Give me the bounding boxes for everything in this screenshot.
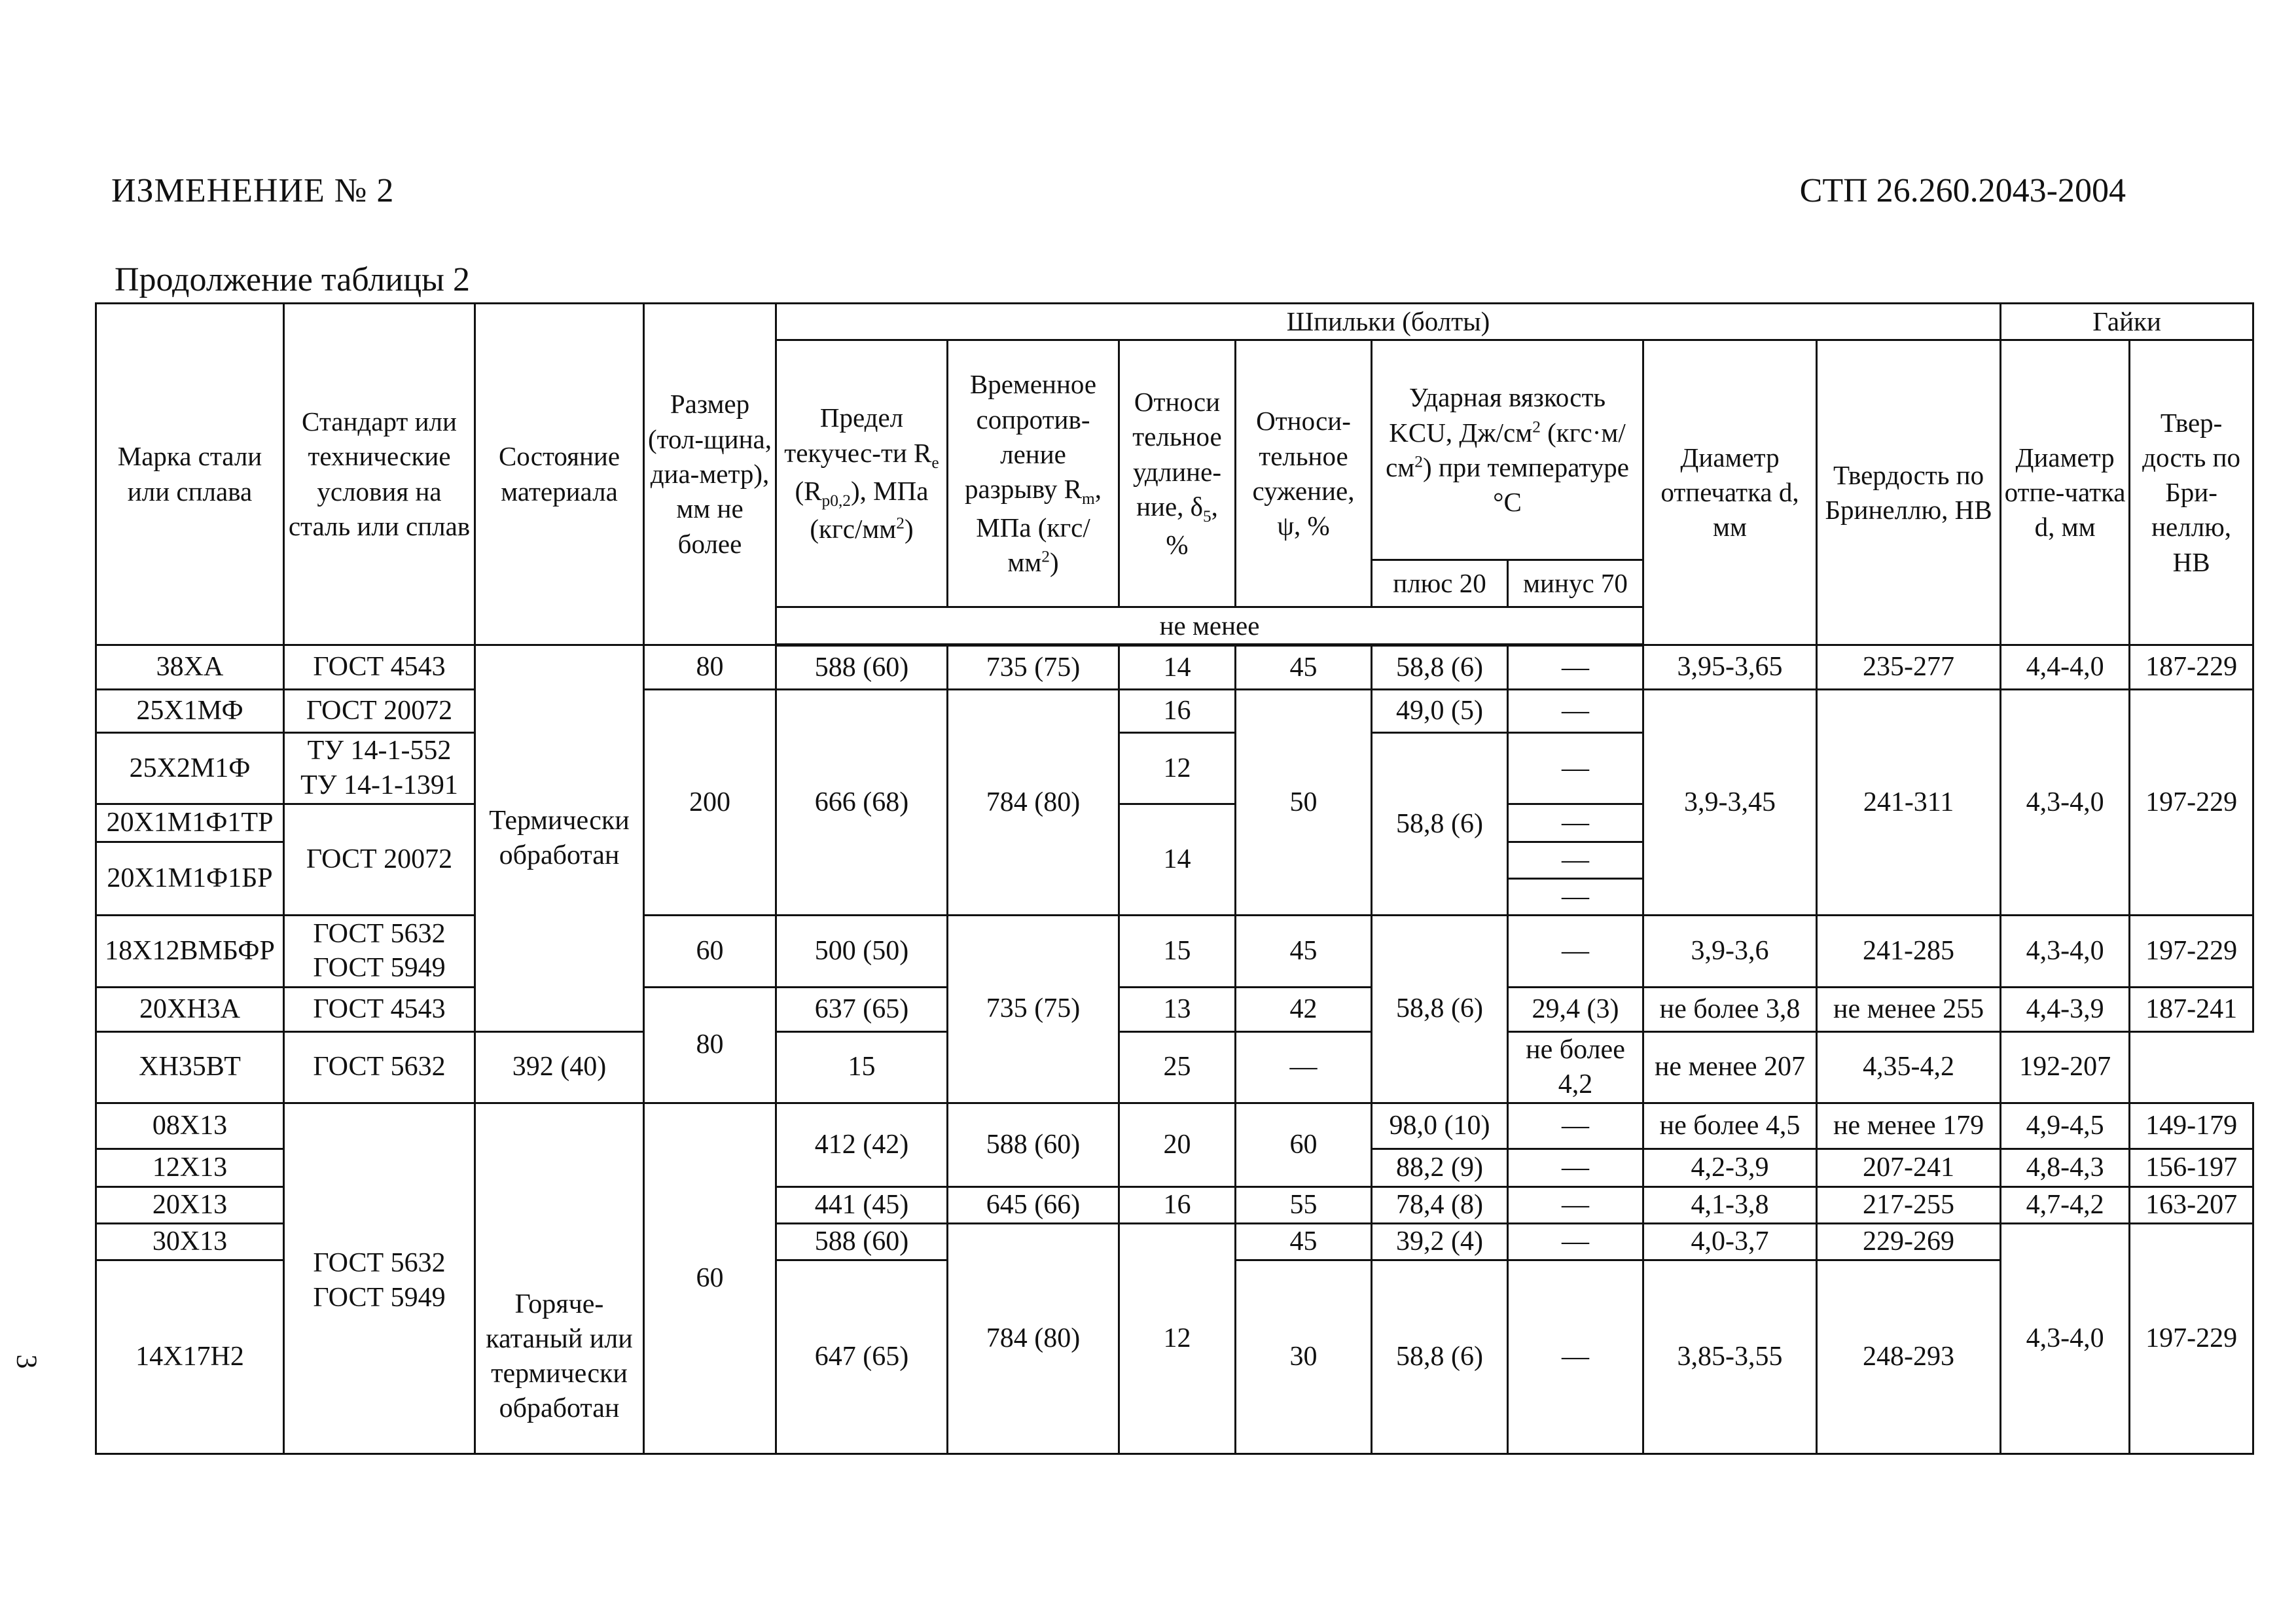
grade-cell: 08Х13 — [96, 1103, 284, 1149]
elongation-cell: 15 — [1119, 915, 1236, 987]
nut-hardness-cell: 156-197 — [2130, 1149, 2253, 1186]
impact-minus70-cell: — — [1236, 1031, 1372, 1103]
col-impact-minus70: минус 70 — [1508, 560, 1643, 607]
col-bolt-brinell: Твердость по Бринеллю, НВ — [1817, 340, 2001, 645]
elongation-cell: 14 — [1119, 645, 1236, 690]
grade-cell: ХН35ВТ — [96, 1031, 284, 1103]
bolt-diameter-cell: не более 3,8 — [1643, 987, 1817, 1031]
impact-minus70-cell: — — [1508, 1260, 1643, 1454]
col-nut-imprint-diameter: Диаметр отпе-чатка d, мм — [2001, 340, 2130, 645]
grade-cell: 38ХА — [96, 645, 284, 690]
grade-cell: 25Х1МФ — [96, 690, 284, 733]
bolt-diameter-cell: не более 4,2 — [1508, 1031, 1643, 1103]
nut-diameter-cell: 4,3-4,0 — [2001, 690, 2130, 916]
table-header — [96, 304, 2253, 645]
tensile-cell: 645 (66) — [948, 1186, 1119, 1223]
nut-diameter-cell: 4,8-4,3 — [2001, 1149, 2130, 1186]
nut-hardness-cell: 149-179 — [2130, 1103, 2253, 1149]
impact-minus70-cell: — — [1508, 690, 1643, 733]
table-row — [96, 1031, 2253, 1103]
impact-minus70-cell: — — [1508, 842, 1643, 879]
yield-cell: 588 (60) — [776, 1223, 948, 1260]
nut-diameter-cell: 4,3-4,0 — [2001, 1223, 2130, 1454]
impact-plus20-cell: 58,8 (6) — [1372, 915, 1508, 1103]
elongation-cell: 15 — [776, 1031, 948, 1103]
bolt-hardness-cell: 229-269 — [1817, 1223, 2001, 1260]
nut-hardness-cell: 163-207 — [2130, 1186, 2253, 1223]
nut-diameter-cell: 4,7-4,2 — [2001, 1186, 2130, 1223]
reduction-cell: 30 — [1236, 1260, 1372, 1454]
impact-minus70-cell: — — [1508, 1149, 1643, 1186]
impact-minus70-cell: — — [1508, 915, 1643, 987]
bolt-hardness-cell: не менее 255 — [1817, 987, 2001, 1031]
elongation-cell: 12 — [1119, 1223, 1236, 1454]
reduction-cell: 45 — [1236, 915, 1372, 987]
bolt-diameter-cell: 3,85-3,55 — [1643, 1260, 1817, 1454]
nut-hardness-cell: 187-229 — [2130, 645, 2253, 690]
yield-cell: 412 (42) — [776, 1103, 948, 1186]
size-cell: 80 — [644, 987, 776, 1103]
nut-hardness-cell: 197-229 — [2130, 915, 2253, 987]
standard-cell: ГОСТ 4543 — [284, 645, 475, 690]
bolt-hardness-cell: 241-311 — [1817, 690, 2001, 916]
table-row — [96, 987, 2253, 1031]
bolt-hardness-cell: не менее 207 — [1643, 1031, 1817, 1103]
impact-minus70-cell: — — [1508, 1103, 1643, 1149]
impact-plus20-cell: 49,0 (5) — [1372, 690, 1508, 733]
bolt-hardness-cell: 207-241 — [1817, 1149, 2001, 1186]
col-standard: Стандарт или технические условия на сталь или сплав — [284, 304, 475, 645]
nuts-group-header: Гайки — [2001, 304, 2253, 340]
reduction-cell: 55 — [1236, 1186, 1372, 1223]
reduction-cell: 42 — [1236, 987, 1372, 1031]
impact-minus70-cell: — — [1508, 1186, 1643, 1223]
impact-minus70-cell: 29,4 (3) — [1508, 987, 1643, 1031]
tensile-cell: 588 (60) — [948, 1103, 1119, 1186]
size-cell: 60 — [644, 1103, 776, 1454]
impact-plus20-cell: 58,8 (6) — [1372, 645, 1508, 690]
yield-cell: 647 (65) — [776, 1260, 948, 1454]
reduction-cell: 25 — [1119, 1031, 1236, 1103]
col-reduction: Относи-тельное сужение, ψ, % — [1236, 340, 1372, 607]
grade-cell: 30Х13 — [96, 1223, 284, 1260]
impact-minus70-cell: — — [1508, 804, 1643, 842]
impact-minus70-cell: — — [1508, 733, 1643, 804]
col-elongation: Относи тельное удлине-ние, $\delta_5$, % — [1119, 340, 1236, 607]
yield-cell: 637 (65) — [776, 987, 948, 1031]
standard-cell: ТУ 14-1-552 ТУ 14-1-1391 — [284, 733, 475, 804]
table-row — [96, 915, 2253, 987]
table-row — [96, 645, 2253, 690]
table-row — [96, 1103, 2253, 1149]
yield-cell: 666 (68) — [776, 690, 948, 916]
elongation-cell: 12 — [1119, 733, 1236, 804]
col-state: Состояние материала — [475, 304, 644, 645]
nut-diameter-cell: 4,4-3,9 — [2001, 987, 2130, 1031]
bolt-diameter-cell: 3,95-3,65 — [1643, 645, 1817, 690]
grade-cell: 20Х1М1Ф1ТР — [96, 804, 284, 842]
col-impact-toughness: Ударная вязкость KCU, $Дж/см^2$ $(кгс\cdot м/см^2)$ при температуре °С — [1372, 340, 1643, 560]
col-impact-plus20: плюс 20 — [1372, 560, 1508, 607]
impact-plus20-cell: 78,4 (8) — [1372, 1186, 1508, 1223]
impact-plus20-cell: 58,8 (6) — [1372, 1260, 1508, 1454]
yield-cell: 392 (40) — [475, 1031, 644, 1103]
elongation-cell: 16 — [1119, 1186, 1236, 1223]
document-standard-code: СТП 26.260.2043-2004 — [1799, 172, 2126, 209]
reduction-cell: 45 — [1236, 1223, 1372, 1260]
standard-cell: ГОСТ 20072 — [284, 690, 475, 733]
standard-cell: ГОСТ 5632 ГОСТ 5949 — [284, 1103, 475, 1454]
standard-cell: ГОСТ 5632 — [284, 1031, 475, 1103]
bolt-hardness-cell: 217-255 — [1817, 1186, 2001, 1223]
tensile-cell: 735 (75) — [948, 645, 1119, 690]
impact-plus20-cell: 58,8 (6) — [1372, 733, 1508, 916]
nut-hardness-cell: 197-229 — [2130, 1223, 2253, 1454]
grade-cell: 14Х17Н2 — [96, 1260, 284, 1454]
bolt-diameter-cell: 3,9-3,6 — [1643, 915, 1817, 987]
size-cell: 80 — [644, 645, 776, 690]
col-size: Размер (тол-щина, диа-метр), мм не более — [644, 304, 776, 645]
bolt-hardness-cell: не менее 179 — [1817, 1103, 2001, 1149]
bolt-hardness-cell: 235-277 — [1817, 645, 2001, 690]
impact-minus70-cell: — — [1508, 1223, 1643, 1260]
yield-cell: 588 (60) — [776, 645, 948, 690]
state-cell: Термически обработан — [475, 645, 644, 1032]
elongation-cell: 14 — [1119, 804, 1236, 916]
bolt-diameter-cell: 3,9-3,45 — [1643, 690, 1817, 916]
yield-cell: 441 (45) — [776, 1186, 948, 1223]
table-row — [96, 690, 2253, 733]
impact-minus70-cell: — — [1508, 879, 1643, 916]
state-cell: Горяче-катаный или термически обработан — [475, 1260, 644, 1454]
elongation-cell: 20 — [1119, 1103, 1236, 1186]
grade-cell: 20Х1М1Ф1БР — [96, 842, 284, 916]
bolt-diameter-cell: 4,2-3,9 — [1643, 1149, 1817, 1186]
size-cell: 200 — [644, 690, 776, 916]
yield-cell: 500 (50) — [776, 915, 948, 987]
elongation-cell: 16 — [1119, 690, 1236, 733]
col-bolt-imprint-diameter: Диаметр отпечатка d, мм — [1643, 340, 1817, 645]
reduction-cell: 60 — [1236, 1103, 1372, 1186]
nut-hardness-cell: 187-241 — [2130, 987, 2253, 1031]
nut-diameter-cell: 4,3-4,0 — [2001, 915, 2130, 987]
grade-cell: 20Х13 — [96, 1186, 284, 1223]
grade-cell: 12Х13 — [96, 1149, 284, 1186]
page-number: 3 — [10, 1354, 43, 1369]
tensile-cell: 784 (80) — [948, 1223, 1119, 1454]
table-caption: Продолжение таблицы 2 — [115, 261, 470, 298]
elongation-cell: 13 — [1119, 987, 1236, 1031]
bolt-diameter-cell: не более 4,5 — [1643, 1103, 1817, 1149]
tensile-cell: 784 (80) — [948, 690, 1119, 916]
grade-cell: 20ХН3А — [96, 987, 284, 1031]
table-body — [96, 645, 2253, 1454]
reduction-cell: 50 — [1236, 690, 1372, 916]
properties-table — [95, 302, 2254, 1455]
bolt-hardness-cell: 241-285 — [1817, 915, 2001, 987]
not-less-label: не менее — [776, 607, 1643, 645]
standard-cell: ГОСТ 5632 ГОСТ 5949 — [284, 915, 475, 987]
nut-diameter-cell: 4,35-4,2 — [1817, 1031, 2001, 1103]
grade-cell: 25Х2М1Ф — [96, 733, 284, 804]
reduction-cell: 45 — [1236, 645, 1372, 690]
standard-cell: ГОСТ 4543 — [284, 987, 475, 1031]
col-yield-strength: Предел текучес-ти $R_e$ $(R_{p0,2})$, МПа $(кгс/мм^2)$ — [776, 340, 948, 607]
tensile-cell: 735 (75) — [948, 915, 1119, 1103]
col-tensile-strength: Временное сопротив-ление разрыву $R_m$, МПа $(кгс/мм^2)$ — [948, 340, 1119, 607]
nut-diameter-cell: 4,4-4,0 — [2001, 645, 2130, 690]
standard-cell: ГОСТ 20072 — [284, 804, 475, 916]
impact-minus70-cell: — — [1508, 645, 1643, 690]
bolt-diameter-cell: 4,1-3,8 — [1643, 1186, 1817, 1223]
document-change-title: ИЗМЕНЕНИЕ № 2 — [111, 172, 395, 209]
impact-plus20-cell: 98,0 (10) — [1372, 1103, 1508, 1149]
impact-plus20-cell: 88,2 (9) — [1372, 1149, 1508, 1186]
bolt-hardness-cell: 248-293 — [1817, 1260, 2001, 1454]
nut-diameter-cell: 4,9-4,5 — [2001, 1103, 2130, 1149]
col-grade: Марка стали или сплава — [96, 304, 284, 645]
nut-hardness-cell: 197-229 — [2130, 690, 2253, 916]
col-nut-brinell: Твер-дость по Бри-неллю, НВ — [2130, 340, 2253, 645]
grade-cell: 18Х12ВМБФР — [96, 915, 284, 987]
bolt-diameter-cell: 4,0-3,7 — [1643, 1223, 1817, 1260]
impact-plus20-cell: 39,2 (4) — [1372, 1223, 1508, 1260]
nut-hardness-cell: 192-207 — [2001, 1031, 2130, 1103]
state-cell-blank — [475, 1103, 644, 1260]
bolts-group-header: Шпильки (болты) — [776, 304, 2001, 340]
size-cell: 60 — [644, 915, 776, 987]
